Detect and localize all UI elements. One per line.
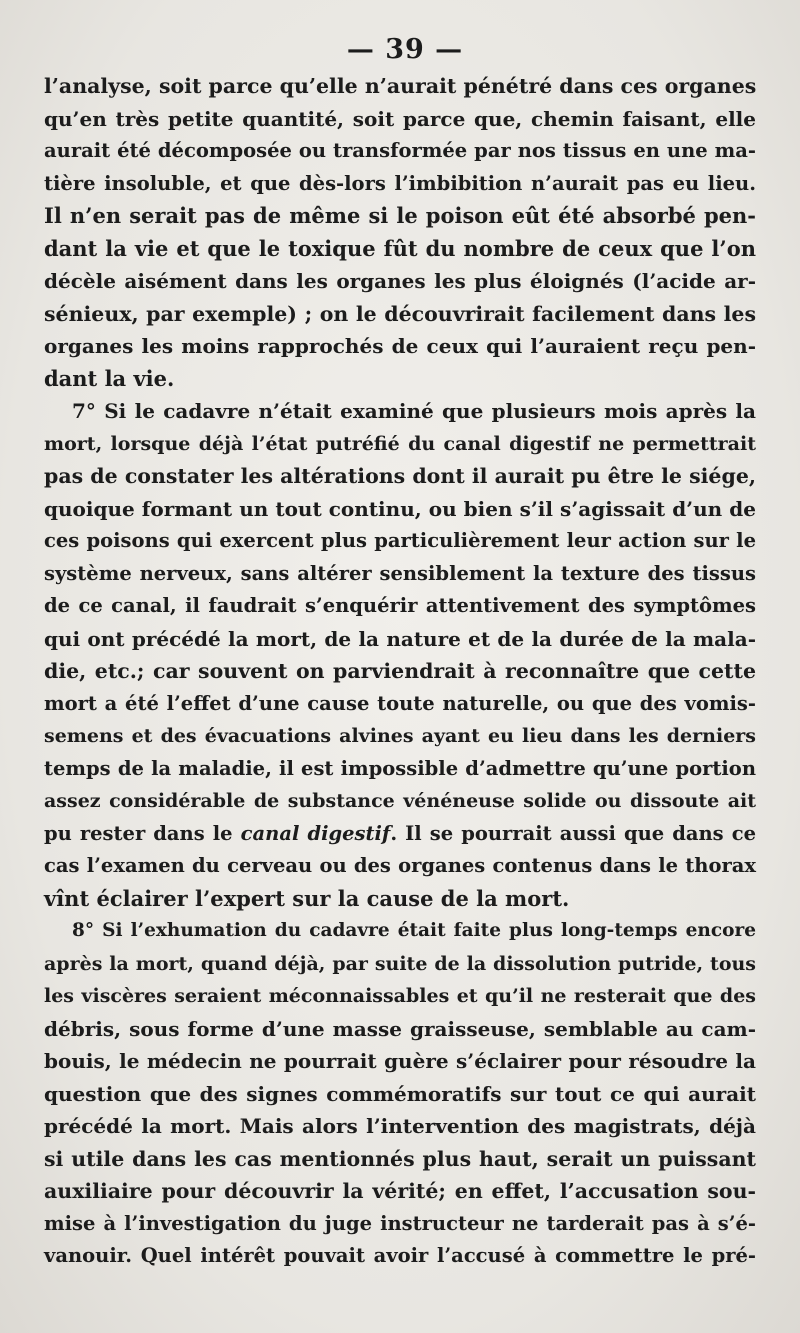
text-segment: . Il se pourrait aussi que dans ce [390,821,756,845]
text-line: débris, sous forme d’une masse graisseuse, semblable au cam- [44,1016,756,1041]
text-line: précédé la mort. Mais alors l’intervention des magistrats, déjà [44,1114,756,1138]
text-line: auxiliaire pour découvrir la vérité; en effet, l’accusation sou- [44,1179,756,1203]
text-line: qu’en très petite quantité, soit parce que, chemin faisant, elle [44,106,756,131]
text-line: les viscères seraient méconnaissables et qu’il ne resterait que des [44,985,756,1007]
text-line: question que des signes commémoratifs sur tout ce qui aurait [44,1081,756,1106]
text-line: de ce canal, il faudrait s’enquérir attentivement des symptômes [44,594,756,617]
text-line [44,818,756,851]
text-line: mise à l’investigation du juge instructeur ne tarderait pas à s’é- [44,1211,756,1235]
text-line: cas l’examen du cerveau ou des organes contenus dans le thorax [44,854,756,877]
page-number: — 39 — [346,34,464,65]
text-line: vînt éclairer l’expert sur la cause de la mort. [44,885,570,911]
text-line: l’analyse, soit parce qu’elle n’aurait pénétré dans ces organes [44,74,757,98]
text-line: mort, lorsque déjà l’état putréfié du canal digestif ne permettrait [44,432,756,455]
text-line: décèle aisément dans les organes les plus éloignés (l’acide ar- [44,269,756,293]
text-line: pas de constater les altérations dont il aurait pu être le siége, [44,464,756,488]
text-line: si utile dans les cas mentionnés plus haut, serait un puissant [44,1146,756,1171]
text-line: semens et des évacuations alvines ayant eu lieu dans les derniers [44,725,756,747]
text-line: assez considérable de substance vénéneuse solide ou dissoute ait [44,790,756,812]
text-line: dant la vie. [44,365,175,391]
text-line: aurait été décomposée ou transformée par nos tissus en une ma- [44,139,756,162]
text-segment: pu rester dans le [44,821,241,845]
text-line: tière insoluble, et que dès-lors l’imbibition n’aurait pas eu lieu. [44,171,756,195]
italic-term: canal digestif [240,821,391,845]
text-line: système nerveux, sans altérer sensiblement la texture des tissus [44,561,756,585]
text-line: vanouir. Quel intérêt pouvait avoir l’accusé à commettre le pré- [44,1244,756,1267]
text-line: die, etc.; car souvent on parviendrait à reconnaître que cette [44,659,756,683]
body-text [44,70,756,1273]
text-line: dant la vie et que le toxique fût du nombre de ceux que l’on [44,235,756,261]
text-line: bouis, le médecin ne pourrait guère s’éclairer pour résoudre la [44,1049,756,1073]
text-line: Il n’en serait pas de même si le poison eût été absorbé pen- [44,203,756,228]
text-line: après la mort, quand déjà, par suite de la dissolution putride, tous [44,952,756,975]
text-line: 8° Si l’exhumation du cadavre était faite plus long-temps encore [72,920,756,941]
text-line: quoique formant un tout continu, ou bien s’il s’agissait d’un de [44,496,756,521]
text-line: mort a été l’effet d’une cause toute naturelle, ou que des vomis- [44,691,756,715]
text-line: 7° Si le cadavre n’était examiné que plusieurs mois après la [72,399,756,423]
text-line: qui ont précédé la mort, de la nature et de la durée de la mala- [44,626,756,651]
text-line: sénieux, par exemple) ; on le découvrirait facilement dans les [44,301,756,326]
text-line: temps de la maladie, il est impossible d’admettre qu’une portion [44,756,756,780]
text-line: ces poisons qui exercent plus particulièrement leur action sur le [44,529,756,552]
text-line: organes les moins rapprochés de ceux qui l’auraient reçu pen- [44,334,756,358]
